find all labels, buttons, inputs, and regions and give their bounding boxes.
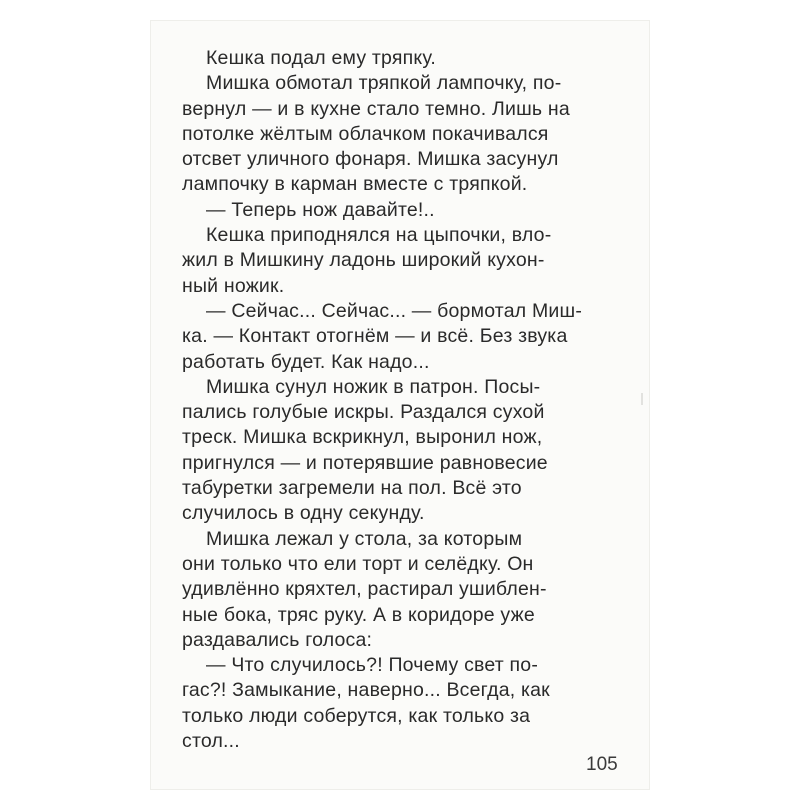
text-line: Мишка обмотал тряпкой лампочку, по-	[206, 72, 562, 95]
text-line: ные бока, тряс руку. А в коридоре уже	[182, 603, 535, 626]
text-line: Кешка приподнялся на цыпочки, вло-	[206, 224, 552, 247]
text-line: случилось в одну секунду.	[182, 502, 425, 525]
text-line: пригнулся — и потерявшие равновесие	[182, 451, 548, 474]
text-line: ный ножик.	[182, 274, 285, 297]
text-line: Кешка подал ему тряпку.	[206, 47, 436, 69]
text-line: лампочку в карман вместе с тряпкой.	[182, 173, 528, 196]
text-line: — Сейчас... Сейчас... — бормотал Миш-	[206, 299, 583, 322]
text-line: жил в Мишкину ладонь широкий кухон-	[182, 249, 545, 272]
page-edge-mark	[641, 393, 643, 405]
text-line: Мишка сунул ножик в патрон. Посы-	[206, 375, 541, 398]
text-line: раздавались голоса:	[182, 628, 373, 651]
text-line: работать будет. Как надо...	[182, 350, 430, 373]
page-text	[182, 46, 622, 754]
text-line: гас?! Замыкание, наверно... Всегда, как	[182, 679, 550, 702]
text-line: — Теперь нож давайте!..	[206, 198, 435, 221]
text-line: пались голубые искры. Раздался сухой	[182, 401, 545, 424]
text-line: они только что ели торт и селёдку. Он	[182, 552, 534, 575]
text-line: удивлённо кряхтел, растирал ушиблен-	[182, 578, 547, 601]
text-line: потолке жёлтым облачком покачивался	[182, 122, 549, 145]
text-line: ка. — Контакт отогнём — и всё. Без звука	[182, 325, 568, 348]
page-number: 105	[586, 754, 618, 775]
text-line: — Что случилось?! Почему свет по-	[206, 654, 539, 677]
text-line: отсвет уличного фонаря. Мишка засунул	[182, 148, 559, 171]
text-line: стол...	[182, 730, 240, 753]
text-line: вернул — и в кухне стало темно. Лишь на	[182, 97, 570, 120]
text-line: Мишка лежал у стола, за которым	[206, 527, 523, 550]
text-line: только люди соберутся, как только за	[182, 704, 531, 727]
text-line: табуретки загремели на пол. Всё это	[182, 477, 522, 500]
text-line: треск. Мишка вскрикнул, выронил нож,	[182, 426, 543, 449]
